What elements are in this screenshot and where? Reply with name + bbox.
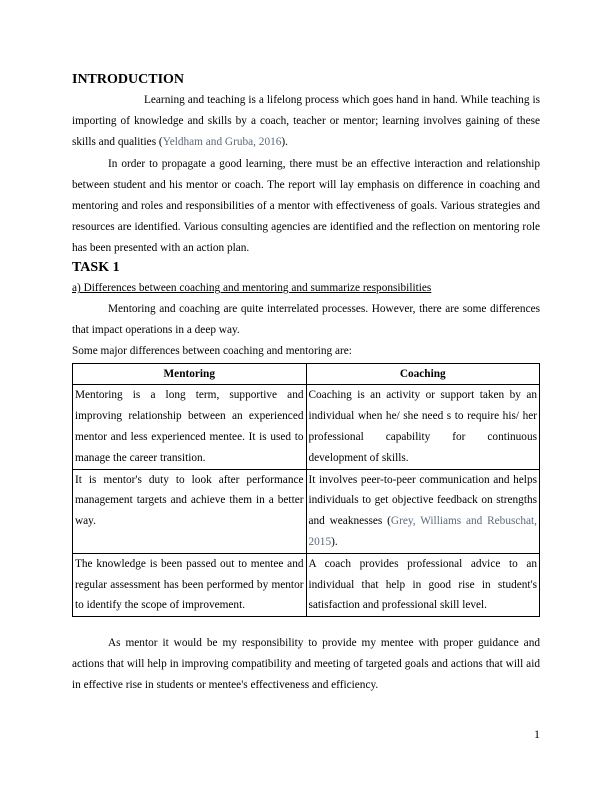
mentoring-cell: The knowledge is been passed out to mentee and regular assessment has been performed by mentor to identify the scope of improvement. [73, 553, 307, 616]
mentoring-cell: Mentoring is a long term, supportive and improving relationship between an experienced mentor and less experienced mentee. It is used to manage the career transition. [73, 385, 307, 469]
header-mentoring: Mentoring [73, 363, 307, 385]
table-row [73, 553, 540, 616]
coaching-cell: Coaching is an activity or support taken by an individual when he/ she need s to require his/ her professional capability for continuous development of skills. [306, 385, 540, 469]
task1-paragraph-2: Some major differences between coaching and mentoring are: [72, 344, 352, 357]
introduction-heading: INTRODUCTION [72, 72, 185, 87]
task1-heading: TASK 1 [72, 260, 120, 276]
citation-grey: Grey, Williams and Rebuschat, 2015 [308, 515, 537, 548]
page-number: 1 [534, 727, 540, 741]
intro-paragraph-2: In order to propagate a good learning, there must be an effective interaction and relationship between student and his mentor or coach. The report will lay emphasis on difference in coaching and mentoring and roles and responsibilities of a mentor with effectiveness of goals. Various strategies and resources are identified. Various consulting agencies are identified and the reflection on mentoring role has been presented with an action plan. [72, 158, 540, 254]
header-coaching: Coaching [306, 363, 540, 385]
comparison-table [72, 363, 540, 618]
table-row [73, 469, 540, 553]
intro-paragraph-1 [72, 90, 540, 152]
task1-paragraph-1: Mentoring and coaching are quite interrelated processes. However, there are some differences that impact operations in a deep way. [72, 303, 540, 336]
table-header-row [73, 363, 540, 385]
intro-p1-text: Learning and teaching is a lifelong process which goes hand in hand. While teaching is importing of knowledge and skills by a coach, teacher or mentor; learning involves gaining of these skills and qualities ( [72, 94, 540, 148]
mentoring-cell: It is mentor's duty to look after performance management targets and achieve them in a better way. [73, 469, 307, 553]
citation-yeldham: Yeldham and Gruba, 2016 [162, 135, 282, 148]
closing-paragraph: As mentor it would be my responsibility to provide my mentee with proper guidance and actions that will help in improving compatibility and meeting of targeted goals and actions that will aid in effective rise in students or mentee's effectiveness and efficiency. [72, 637, 540, 691]
coaching-cell [306, 469, 540, 553]
coaching-cell: A coach provides professional advice to an individual that help in good rise in student's satisfaction and professional skill level. [306, 553, 540, 616]
task1-subheading: a) Differences between coaching and mentoring and summarize responsibilities [72, 282, 432, 295]
page-content [72, 70, 540, 696]
intro-p1-end: ). [281, 135, 288, 148]
table-row [73, 385, 540, 469]
coaching-cell-end: ). [331, 535, 338, 548]
coaching-cell-text: It involves peer-to-peer communication and helps individuals to get objective feedback on strengths and weaknesses ( [308, 473, 537, 528]
